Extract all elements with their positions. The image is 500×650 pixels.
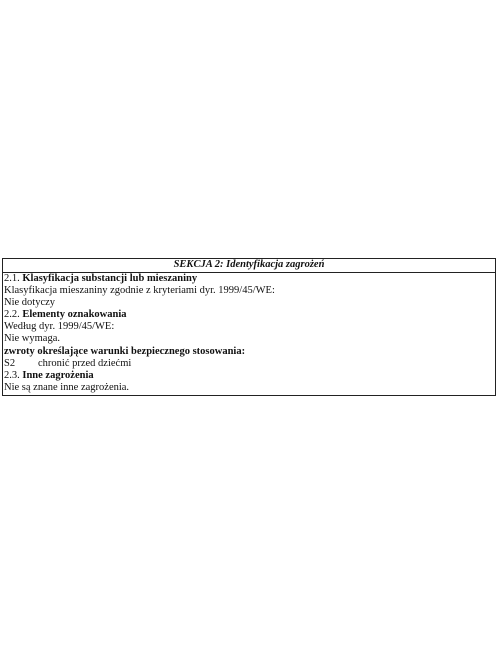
section-body (3, 273, 495, 395)
subsection-title: Elementy oznakowania (22, 309, 127, 321)
classification-value: Nie dotyczy (4, 297, 56, 309)
safety-phrases-heading: zwroty określające warunki bezpiecznego stosowania: (4, 345, 246, 357)
other-hazards-text: Nie są znane inne zagrożenia. (4, 381, 130, 393)
labelling-directive-text: Według dyr. 1999/45/WE: (4, 321, 115, 333)
labelling-value: Nie wymaga. (4, 333, 60, 345)
subsection-title: Inne zagrożenia (22, 369, 94, 381)
subsection-2-3-heading (4, 370, 494, 382)
subsection-number: 2.2. (4, 309, 20, 321)
subsection-2-2-heading (4, 309, 494, 321)
safety-phrase-text: chronić przed dziećmi (38, 357, 132, 369)
safety-phrase-row (4, 358, 494, 370)
sds-section-2-table (2, 258, 496, 396)
subsection-number: 2.3. (4, 369, 20, 381)
classification-criteria-text: Klasyfikacja mieszaniny zgodnie z kryteriami dyr. 1999/45/WE: (4, 285, 275, 297)
subsection-number: 2.1. (4, 273, 20, 284)
section-header: SEKCJA 2: Identyfikacja zagrożeń (3, 259, 495, 273)
subsection-2-1-heading (4, 273, 494, 285)
safety-phrase-code: S2 (4, 357, 16, 369)
subsection-title: Klasyfikacja substancji lub mieszaniny (22, 273, 198, 284)
